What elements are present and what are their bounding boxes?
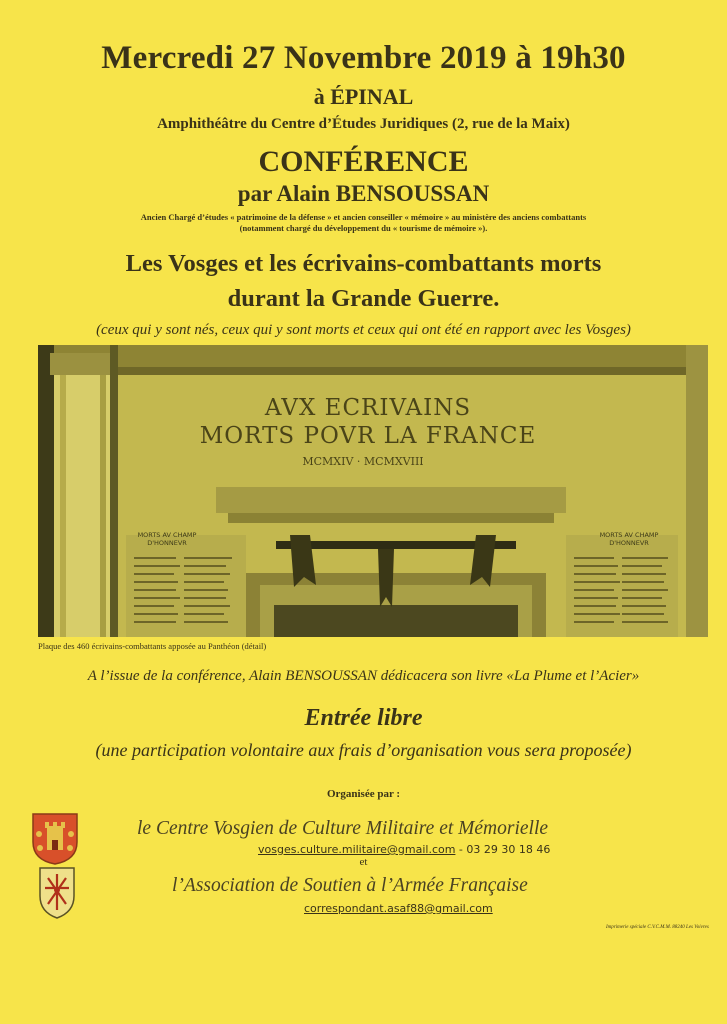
organizer2-email[interactable]: correspondant.asaf88@gmail.com [304, 902, 493, 915]
conference-heading: CONFÉRENCE [258, 145, 469, 178]
entry-note: (une participation volontaire aux frais d’organisation vous sera proposée) [95, 740, 632, 760]
speaker-bio [0, 212, 727, 234]
inscription-line1: AVX ECRIVAINS [264, 395, 472, 421]
organizer1-name: le Centre Vosgien de Culture Militaire et Mémorielle [137, 818, 549, 839]
organizer1-contact [258, 843, 550, 856]
event-venue: Amphithéâtre du Centre d’Études Juridiques (2, rue de la Maix) [157, 116, 570, 132]
speaker-bio-line1: Ancien Chargé d’études « patrimoine de la défense » et ancien conseiller « mémoire » au ministère des anciens combattants [140, 212, 587, 222]
plaque-inscription [38, 395, 708, 468]
entry-label: Entrée libre [304, 705, 423, 731]
organizers-label: Organisée par : [326, 788, 401, 800]
photo-caption: Plaque des 460 écrivains-combattants apposée au Panthéon (détail) [38, 641, 267, 651]
conference-title-line1: Les Vosges et les écrivains-combattants morts [125, 250, 602, 277]
inscription-line3: MCMXIV · MCMXVIII [302, 455, 424, 468]
right-panel-label: MORTS AV CHAMP D'HONNEVR [599, 531, 659, 547]
speaker-bio-line2: (notamment chargé du développement du « tourisme de mémoire »). [239, 223, 488, 233]
event-date: Mercredi 27 Novembre 2019 à 19h30 [101, 40, 626, 76]
organizer2-name: l’Association de Soutien à l’Armée Française [172, 875, 528, 896]
left-panel-label: MORTS AV CHAMP D'HONNEVR [137, 531, 197, 547]
conference-title-line2: durant la Grande Guerre. [227, 285, 500, 312]
organizer1-phone: - 03 29 30 18 46 [455, 843, 551, 856]
asaf-shield-logo [38, 866, 76, 925]
speaker-name: par Alain BENSOUSSAN [237, 181, 490, 206]
inscription-line2: MORTS POVR LA FRANCE [199, 423, 537, 449]
event-city: à ÉPINAL [313, 84, 414, 109]
printer-credit: Imprimerie spéciale C.V.C.M.M. 88240 Les Voivres [606, 925, 709, 930]
conference-subtitle: (ceux qui y sont nés, ceux qui y sont morts et ceux qui ont été en rapport avec les Vosges) [96, 322, 631, 338]
dedication-text: A l’issue de la conférence, Alain BENSOUSSAN dédicacera son livre «La Plume et l’Acier» [87, 668, 640, 684]
organizer1-email[interactable]: vosges.culture.militaire@gmail.com [258, 843, 456, 856]
organizers-and: et [359, 856, 368, 868]
pantheon-plaque-photo [38, 345, 708, 637]
